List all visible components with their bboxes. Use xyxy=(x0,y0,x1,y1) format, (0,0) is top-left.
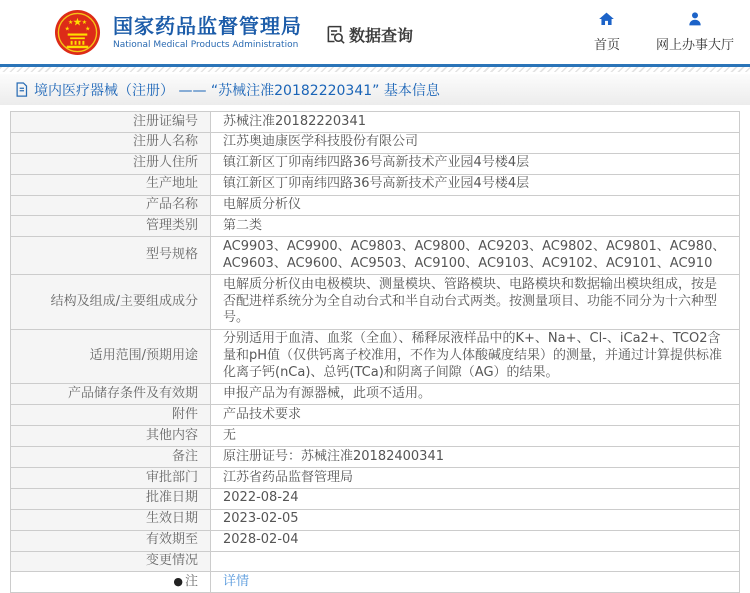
row-value: 电解质分析仪由电极模块、测量模块、管路模块、电路模块和数据输出模块组成，按是否配进样系统分为全自动台式和半自动台式两类。按测量项目、功能不同分为十六种型号。 xyxy=(211,275,740,330)
row-value: AC9903、AC9900、AC9803、AC9800、AC9203、AC9802、AC9801、AC980、AC9603、AC9600、AC9503、AC9100、AC9103、AC9102、AC9101、AC910 xyxy=(211,237,740,275)
row-label: ● 注 xyxy=(11,572,211,593)
table-row xyxy=(11,195,740,216)
table-row xyxy=(11,329,740,384)
row-value: 江苏省药品监督管理局 xyxy=(211,468,740,489)
row-value: 2022-08-24 xyxy=(211,488,740,509)
table-row xyxy=(11,468,740,489)
site-title: 国家药品监督管理局 xyxy=(113,13,302,38)
svg-text:★: ★ xyxy=(64,26,70,33)
hatch-strip xyxy=(0,67,750,72)
row-label: 审批部门 xyxy=(11,468,211,489)
table-row xyxy=(11,426,740,447)
svg-text:★: ★ xyxy=(72,15,83,29)
row-label: 有效期至 xyxy=(11,530,211,551)
nav-home[interactable] xyxy=(594,11,620,53)
row-value: 镇江新区丁卯南纬四路36号高新技术产业园4号楼4层 xyxy=(211,174,740,195)
row-label: 注册人名称 xyxy=(11,132,211,153)
note-bullet-icon: ● xyxy=(173,574,183,588)
row-label: 备注 xyxy=(11,447,211,468)
table-row xyxy=(11,447,740,468)
row-value: 电解质分析仪 xyxy=(211,195,740,216)
row-label: 其他内容 xyxy=(11,426,211,447)
breadcrumb-text: 境内医疗器械（注册） —— “苏械注准20182220341” 基本信息 xyxy=(34,82,440,99)
row-value: 苏械注准20182220341 xyxy=(211,112,740,133)
detail-link[interactable]: 详情 xyxy=(223,573,250,589)
nav-service-hall-label: 网上办事大厅 xyxy=(655,38,734,53)
table-row xyxy=(11,405,740,426)
row-label: 型号规格 xyxy=(11,237,211,275)
table-row xyxy=(11,551,740,572)
page-icon xyxy=(15,82,28,97)
row-label: 结构及组成/主要组成成分 xyxy=(11,275,211,330)
nav-home-label: 首页 xyxy=(593,38,620,53)
info-table-body xyxy=(11,112,740,593)
document-search-icon xyxy=(324,24,345,45)
table-row xyxy=(11,572,740,593)
svg-text:★: ★ xyxy=(85,26,91,33)
svg-text:★: ★ xyxy=(81,19,87,26)
table-row xyxy=(11,237,740,275)
table-row xyxy=(11,384,740,405)
site-header xyxy=(0,0,750,64)
row-value: 2023-02-05 xyxy=(211,509,740,530)
breadcrumb xyxy=(0,74,750,105)
row-label: 附件 xyxy=(11,405,211,426)
row-label: 适用范围/预期用途 xyxy=(11,329,211,384)
home-icon xyxy=(598,11,615,31)
row-label: 生效日期 xyxy=(11,509,211,530)
row-value: 镇江新区丁卯南纬四路36号高新技术产业园4号楼4层 xyxy=(211,153,740,174)
row-label: 产品名称 xyxy=(11,195,211,216)
table-row xyxy=(11,488,740,509)
header-nav xyxy=(594,11,750,53)
row-value: 申报产品为有源器械，此项不适用。 xyxy=(211,384,740,405)
table-row xyxy=(11,153,740,174)
row-value xyxy=(211,572,740,593)
table-row xyxy=(11,132,740,153)
registration-info-table xyxy=(10,111,740,593)
row-label: 产品储存条件及有效期 xyxy=(11,384,211,405)
row-value: 原注册证号：苏械注准20182400341 xyxy=(211,447,740,468)
data-query-nav[interactable] xyxy=(324,23,413,46)
site-subtitle: National Medical Products Administration xyxy=(113,39,299,50)
table-row xyxy=(11,275,740,330)
table-row xyxy=(11,530,740,551)
table-row xyxy=(11,509,740,530)
table-row xyxy=(11,112,740,133)
nav-service-hall[interactable] xyxy=(656,11,734,53)
person-icon xyxy=(687,11,703,31)
national-emblem-icon xyxy=(54,9,101,56)
svg-text:★: ★ xyxy=(68,19,74,26)
row-value: 分别适用于血清、血浆（全血）、稀释尿液样品中的K+、Na+、Cl-、iCa2+、TCO2含量和pH值（仅供钙离子校准用，不作为人体酸碱度结果）的测量，并通过计算提供标准化离子钙(nCa)、总钙(TCa)和阴离子间隙（AG）的结果。 xyxy=(211,329,740,384)
row-value: 产品技术要求 xyxy=(211,405,740,426)
table-row xyxy=(11,174,740,195)
row-value: 无 xyxy=(211,426,740,447)
row-label: 变更情况 xyxy=(11,551,211,572)
row-value xyxy=(211,551,740,572)
brand-block xyxy=(113,15,302,50)
row-label: 注册证编号 xyxy=(11,112,211,133)
row-label: 管理类别 xyxy=(11,216,211,237)
table-row xyxy=(11,216,740,237)
row-value: 2028-02-04 xyxy=(211,530,740,551)
row-label: 批准日期 xyxy=(11,488,211,509)
row-value: 第二类 xyxy=(211,216,740,237)
row-label: 生产地址 xyxy=(11,174,211,195)
row-value: 江苏奥迪康医学科技股份有限公司 xyxy=(211,132,740,153)
row-label: 注册人住所 xyxy=(11,153,211,174)
data-query-label: 数据查询 xyxy=(349,25,414,45)
